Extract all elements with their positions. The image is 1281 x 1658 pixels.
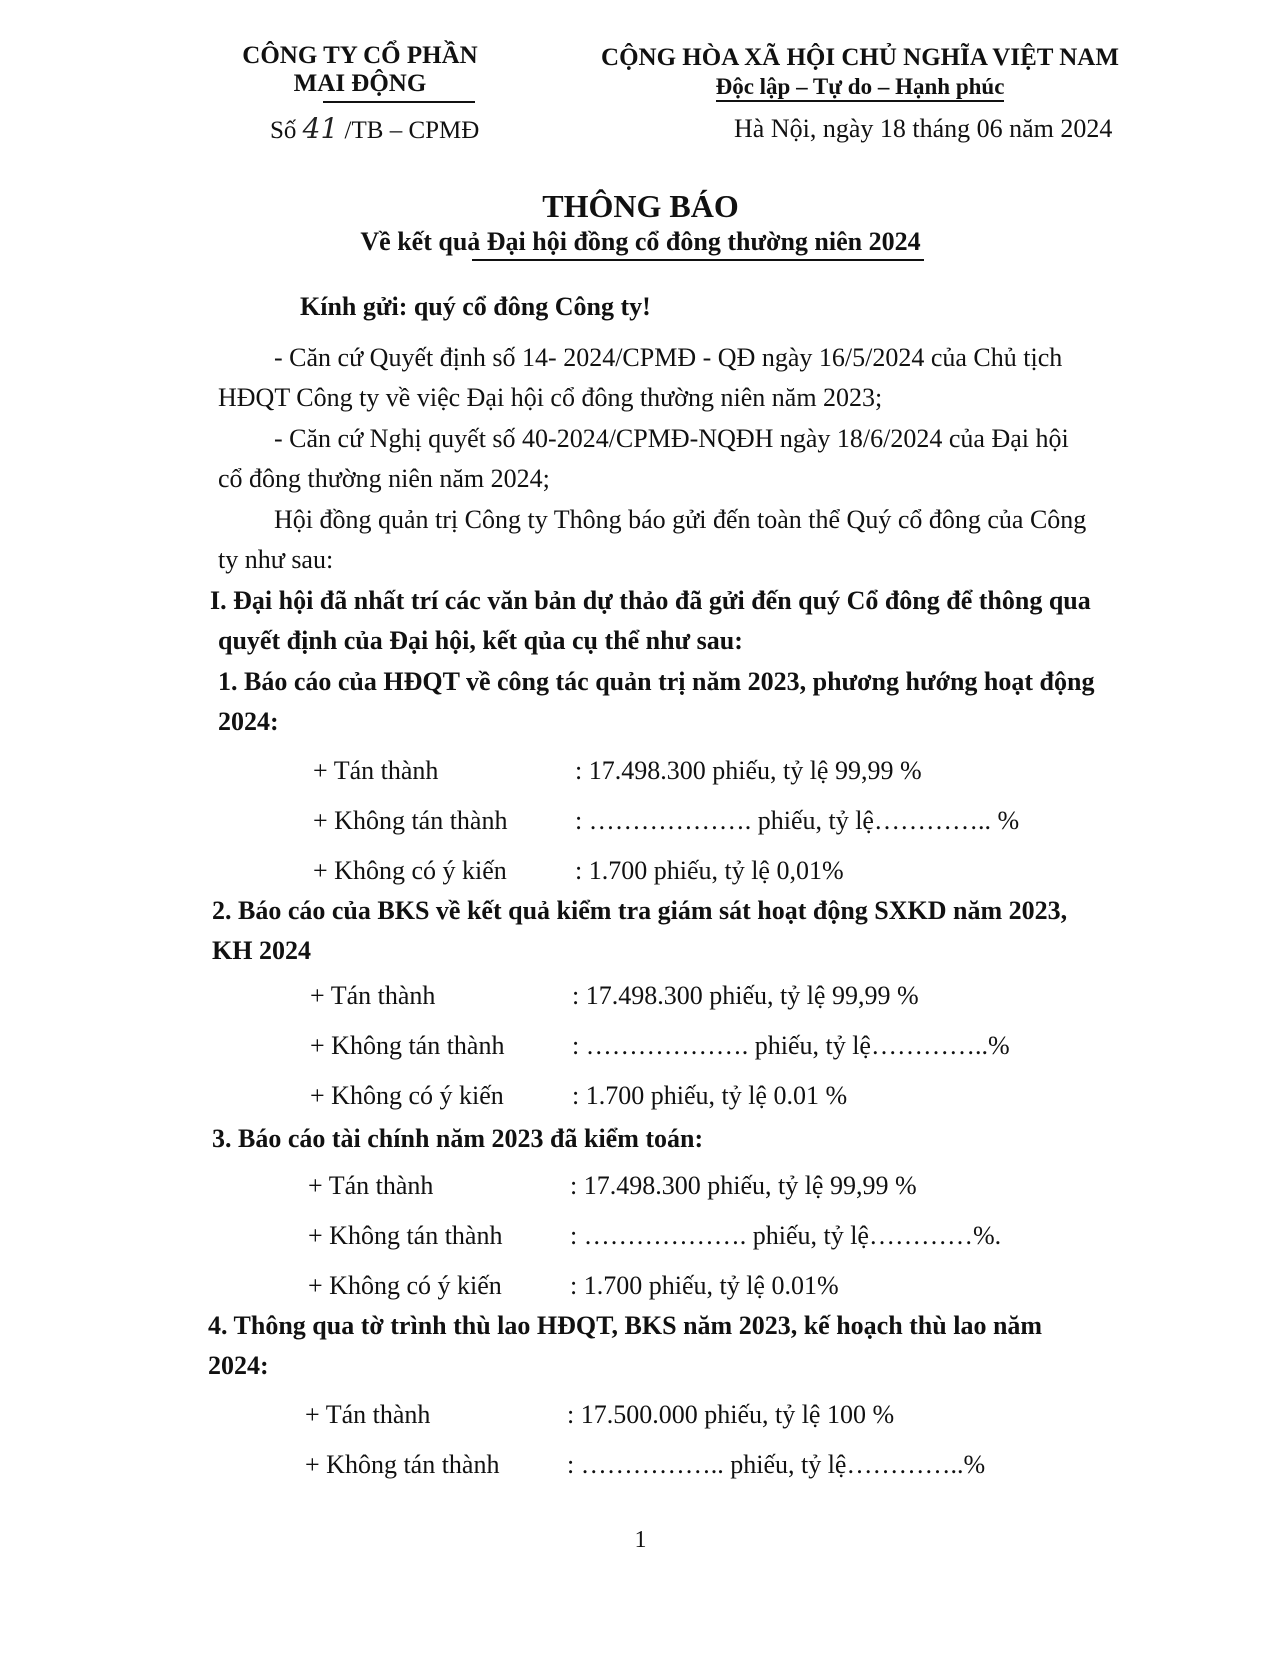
item-3-vote-value: : 17.498.300 phiếu, tỷ lệ 99,99 % xyxy=(570,1171,917,1200)
item-2-vote-value: : 1.700 phiếu, tỷ lệ 0.01 % xyxy=(572,1081,848,1110)
national-motto: Độc lập – Tự do – Hạnh phúc xyxy=(590,74,1130,100)
document-subtitle: Về kết quả Đại hội đồng cổ đông thường niên 2024 xyxy=(360,227,921,256)
item-1-vote-label: + Không có ý kiến xyxy=(313,856,507,885)
item-4-vote-value: : 17.500.000 phiếu, tỷ lệ 100 % xyxy=(567,1400,895,1429)
item-4-vote-label: + Không tán thành xyxy=(305,1450,500,1479)
document-title: THÔNG BÁO xyxy=(542,188,739,224)
item-4-vote-value: : …………….. phiếu, tỷ lệ…………..% xyxy=(567,1450,986,1479)
item-3-vote-value: : 1.700 phiếu, tỷ lệ 0.01% xyxy=(570,1271,839,1300)
item-2-vote-label: + Tán thành xyxy=(310,981,436,1010)
page-number: 1 xyxy=(634,1527,647,1553)
item-2-heading-line-1: 2. Báo cáo của BKS về kết quả kiểm tra giám sát hoạt động SXKD năm 2023, xyxy=(212,896,1068,925)
intro-line-1: Hội đồng quản trị Công ty Thông báo gửi đến toàn thể Quý cổ đông của Công xyxy=(274,505,1087,534)
subtitle-underline xyxy=(472,259,924,261)
item-1-vote-label: + Không tán thành xyxy=(313,806,508,835)
item-4-vote-label: + Tán thành xyxy=(305,1400,431,1429)
item-1-vote-value: : ………………. phiếu, tỷ lệ………….. % xyxy=(575,806,1020,835)
item-2-vote-value: : ………………. phiếu, tỷ lệ…………..% xyxy=(572,1031,1010,1060)
intro-line-2: ty như sau: xyxy=(218,545,334,574)
greeting: Kính gửi: quý cổ đông Công ty! xyxy=(300,292,651,321)
company-underline xyxy=(323,101,475,103)
item-2-vote-label: + Không có ý kiến xyxy=(310,1081,504,1110)
item-1-vote-label: + Tán thành xyxy=(313,756,439,785)
company-name-line1: CÔNG TY CỔ PHẦN xyxy=(242,42,478,69)
company-name-line2: MAI ĐỘNG xyxy=(293,70,427,97)
item-3-heading-line-1: 3. Báo cáo tài chính năm 2023 đã kiểm toán: xyxy=(212,1124,704,1153)
basis-2-line-1: - Căn cứ Nghị quyết số 40-2024/CPMĐ-NQĐH ngày 18/6/2024 của Đại hội xyxy=(274,424,1069,453)
item-1-heading-line-1: 1. Báo cáo của HĐQT về công tác quản trị năm 2023, phương hướng hoạt động xyxy=(218,667,1095,696)
republic-name: CỘNG HÒA XÃ HỘI CHỦ NGHĨA VIỆT NAM xyxy=(601,44,1119,71)
item-2-vote-label: + Không tán thành xyxy=(310,1031,505,1060)
basis-1-line-2: HĐQT Công ty về việc Đại hội cổ đông thường niên năm 2023; xyxy=(218,383,883,412)
item-3-vote-value: : ………………. phiếu, tỷ lệ…………%. xyxy=(570,1221,1002,1250)
item-4-heading-line-2: 2024: xyxy=(208,1351,269,1380)
document-number: Số 41 /TB – CPMĐ xyxy=(270,112,480,145)
handwritten-number: 41 xyxy=(302,112,339,145)
basis-1-line-1: - Căn cứ Quyết định số 14- 2024/CPMĐ - QĐ ngày 16/5/2024 của Chủ tịch xyxy=(274,343,1063,372)
item-2-heading-line-2: KH 2024 xyxy=(212,936,311,965)
item-1-vote-value: : 1.700 phiếu, tỷ lệ 0,01% xyxy=(575,856,844,885)
item-3-vote-label: + Không có ý kiến xyxy=(308,1271,502,1300)
item-3-vote-label: + Tán thành xyxy=(308,1171,434,1200)
item-3-vote-label: + Không tán thành xyxy=(308,1221,503,1250)
section-1-heading-line-2: quyết định của Đại hội, kết qủa cụ thể như sau: xyxy=(218,626,743,655)
basis-2-line-2: cổ đông thường niên năm 2024; xyxy=(218,464,550,493)
item-1-vote-value: : 17.498.300 phiếu, tỷ lệ 99,99 % xyxy=(575,756,922,785)
item-2-vote-value: : 17.498.300 phiếu, tỷ lệ 99,99 % xyxy=(572,981,919,1010)
item-1-heading-line-2: 2024: xyxy=(218,707,279,736)
item-4-heading-line-1: 4. Thông qua tờ trình thù lao HĐQT, BKS năm 2023, kế hoạch thù lao năm xyxy=(208,1311,1043,1340)
document-date: Hà Nội, ngày 18 tháng 06 năm 2024 xyxy=(734,114,1113,143)
section-1-heading-line-1: I. Đại hội đã nhất trí các văn bản dự thảo đã gửi đến quý Cổ đông để thông qua xyxy=(210,586,1091,615)
